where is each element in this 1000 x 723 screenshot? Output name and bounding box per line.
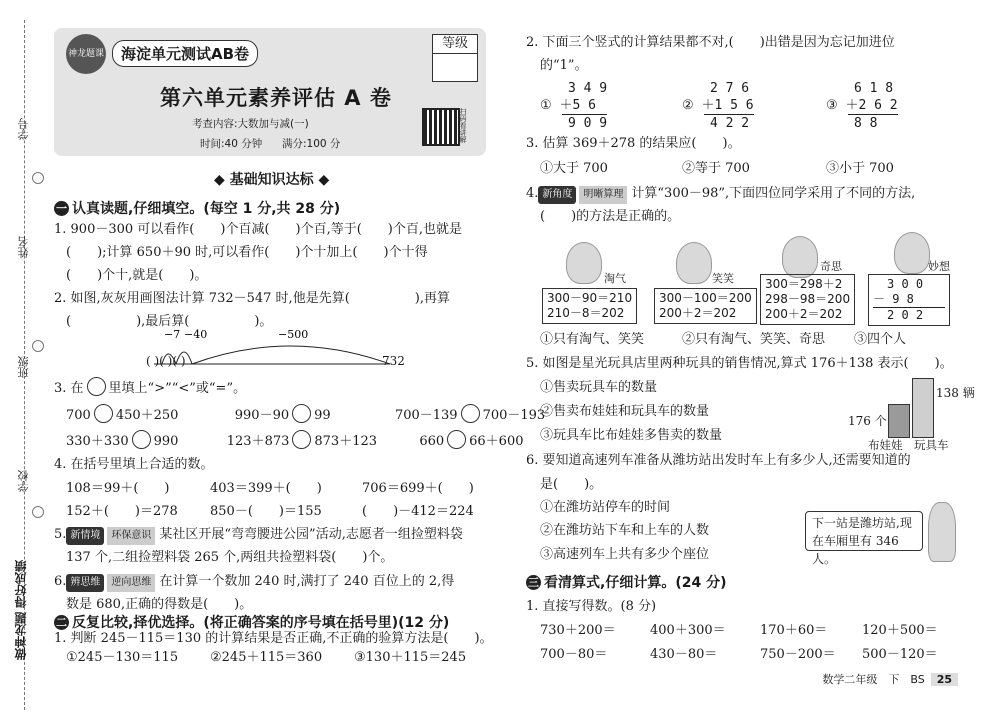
q6-line-1	[54, 573, 454, 592]
kid-avatar	[782, 236, 818, 278]
kid-method-box	[542, 288, 637, 324]
method-line: 3 0 0	[887, 277, 924, 291]
kid-method-box	[760, 274, 855, 325]
q26-option[interactable]: ③高速列车上共有多少个座位	[540, 547, 710, 562]
q4-item: 706＝699＋( )	[362, 481, 474, 496]
name-label: 姓名	[17, 236, 30, 258]
q22-line-2: 的“1”。	[540, 58, 588, 73]
calc-addend-b: ＋2 6 2	[845, 98, 898, 113]
q5-tag: 新情境	[66, 527, 104, 545]
page-number: 25	[931, 673, 958, 686]
bar-cars	[912, 378, 934, 438]
q5-line-2: 137 个,二组捡塑料袋 265 个,两组共捡塑料袋( )个。	[66, 550, 394, 565]
q3-expr: 700	[66, 408, 91, 423]
method-line: 2 0 2	[873, 307, 945, 323]
q3-expr: 873＋123	[314, 434, 378, 449]
q6-number: 6.	[54, 574, 67, 589]
slogan: 做神龙题 得好成绩	[14, 560, 28, 661]
compare-circle-icon	[87, 377, 106, 396]
conductor-figure	[928, 502, 956, 562]
q31-item: 500－120＝	[862, 647, 938, 662]
q25-option[interactable]: ③玩具车比布娃娃多售卖的数量	[540, 428, 723, 443]
kid-name: 妙想	[928, 260, 950, 273]
q25-option[interactable]: ②售卖布娃娃和玩具车的数量	[540, 404, 710, 419]
q1-line-3: ( )个十,就是( )。	[66, 268, 208, 283]
q23-option[interactable]: ①大于 700	[540, 161, 608, 176]
grade-label: 等级	[433, 35, 477, 54]
bar-value-cars: 138 辆	[936, 386, 975, 400]
kid-name: 笑笑	[712, 272, 734, 285]
section-3-heading	[526, 572, 726, 592]
compare-blank[interactable]	[447, 430, 466, 449]
section-2-title: 反复比较,择优选择。(将正确答案的序号填在括号里)(12 分)	[72, 615, 450, 631]
q6-line-2: 数是 680,正确的得数是( )。	[66, 597, 253, 612]
kid-avatar	[894, 232, 930, 274]
q21-option[interactable]: ③130＋115＝245	[354, 650, 467, 665]
q3-title	[54, 377, 246, 398]
exam-time: 时间:40 分钟	[200, 138, 263, 150]
number-line-end: 732	[382, 354, 405, 368]
q5-line-1	[54, 526, 463, 545]
q24-option[interactable]: ①只有淘气、笑笑	[540, 332, 645, 347]
section-2-heading	[54, 612, 449, 632]
q24-tag2: 明晰算理	[579, 186, 627, 204]
q23-option[interactable]: ③小于 700	[826, 161, 894, 176]
calc-addend-a: 3 4 9	[568, 81, 608, 96]
vertical-calc-2	[682, 80, 754, 132]
kid-name: 奇思	[820, 260, 842, 273]
compare-blank[interactable]	[132, 430, 151, 449]
q3-row-1	[66, 404, 545, 425]
q3-expr: 99	[314, 408, 331, 423]
qr-caption: 扫码看讲解	[459, 108, 467, 143]
q23-text: 3. 估算 369＋278 的结果应( )。	[526, 136, 741, 151]
calc-addend-a: 2 7 6	[710, 81, 750, 96]
q22-line-1: 2. 下面三个竖式的计算结果都不对,( )出错是因为忘记加进位	[526, 35, 895, 50]
section-2-number: 二	[56, 616, 67, 629]
calc-addend-b: ＋5 6	[559, 98, 596, 113]
kid-avatar	[566, 242, 602, 284]
q6-tag2: 逆向思维	[107, 574, 155, 592]
q4-item: 403＝399＋( )	[210, 481, 322, 496]
qr-code	[422, 108, 460, 146]
method-line: 300＝298＋2	[765, 277, 843, 291]
q31-item: 170＋60＝	[760, 623, 828, 638]
method-line: 200＋2＝202	[659, 306, 737, 320]
q21-option[interactable]: ②245＋115＝360	[210, 650, 323, 665]
page-footer	[822, 671, 958, 687]
student-id-label: 学号	[17, 118, 30, 140]
kid-avatar	[676, 242, 712, 284]
q23-option[interactable]: ②等于 700	[682, 161, 750, 176]
q5-number: 5.	[54, 527, 67, 542]
class-label: 班级	[17, 356, 30, 378]
q4-item: ( )－412＝224	[362, 504, 474, 519]
section-banner: ◆ 基础知识达标 ◆	[214, 172, 330, 188]
calc-result: 8 8	[848, 114, 898, 132]
method-line: － 9 8	[873, 292, 914, 306]
q24-text: 计算“300－98”,下面四位同学采用了不同的方法,	[631, 186, 916, 201]
q31-item: 430－80＝	[650, 647, 718, 662]
q1-line-2: ( );计算 650＋90 时,可以看作( )个十加上( )个十得	[66, 245, 428, 260]
q5-text: 某社区开展“弯弯腰进公园”活动,志愿者一组捡塑料袋	[159, 527, 463, 542]
calc-addend-a: 6 1 8	[854, 81, 894, 96]
method-line: 200＋2＝202	[765, 307, 843, 321]
bar-value-dolls: 176 个	[848, 414, 887, 428]
q21-text: 1. 判断 245－115＝130 的计算结果是否正确,不正确的验算方法是( )。	[54, 631, 493, 646]
section-1-title: 认真读题,仔细填空。(每空 1 分,共 28 分)	[72, 201, 341, 217]
compare-blank[interactable]	[94, 404, 113, 423]
method-line: 210－8＝202	[547, 306, 625, 320]
vertical-calc-1	[540, 80, 607, 132]
q3-expr: 990－90	[234, 408, 290, 423]
q26-line-2: 是( )。	[540, 477, 603, 492]
section-1-heading	[54, 198, 340, 218]
q4-item: 850－( )＝155	[210, 504, 322, 519]
q6-tag: 辨思维	[66, 574, 104, 592]
bar-category: 布娃娃	[868, 438, 903, 452]
q3-expr: 66＋600	[469, 434, 524, 449]
calc-result: 4 2 2	[704, 114, 754, 132]
q6-text: 在计算一个数加 240 时,满打了 240 百位上的 2,得	[159, 574, 455, 589]
grade-box	[432, 34, 478, 82]
binding-sidebar	[0, 0, 48, 723]
q24-tag: 新角度	[538, 186, 576, 204]
section-3-title: 看清算式,仔细计算。(24 分)	[544, 575, 727, 591]
school-label: 学校	[17, 470, 30, 492]
series-brand: 海淀单元测试AB卷	[112, 40, 258, 67]
method-line: 300－90＝210	[547, 291, 633, 305]
jump-label-7: −7	[164, 328, 181, 341]
q4-item: 152＋( )＝278	[66, 504, 178, 519]
q24-option[interactable]: ②只有淘气、笑笑、奇思	[682, 332, 826, 347]
q25-option[interactable]: ①售卖玩具车的数量	[540, 380, 658, 395]
kid-name: 淘气	[604, 272, 626, 285]
calc-index: ①	[540, 98, 552, 113]
vertical-calc-3	[826, 80, 898, 132]
calc-addend-b: ＋1 5 6	[701, 98, 754, 113]
q3-title-b: 里填上“>”“<”或“=”。	[108, 381, 247, 396]
footer-subject: 数学二年级 下 BS	[822, 673, 925, 686]
exam-scope: 考查内容:大数加与减(一)	[192, 118, 309, 130]
q3-expr: 330＋330	[66, 434, 129, 449]
exam-score: 满分:100 分	[282, 138, 341, 150]
q3-expr: 700－139	[394, 408, 458, 423]
q31-item: 120＋500＝	[862, 623, 938, 638]
jump-label-500: −500	[278, 328, 309, 341]
method-line: 300－100＝200	[659, 291, 752, 305]
q24-line-1	[526, 185, 915, 204]
section-banner-text: 基础知识达标	[229, 172, 314, 188]
speech-bubble: 下一站是潍坊站,现在车厢里有 346 人。	[805, 511, 923, 551]
q26-option[interactable]: ②在潍坊站下车和上车的人数	[540, 523, 710, 538]
calc-index: ②	[682, 98, 694, 113]
kid-method-box	[654, 288, 757, 324]
compare-blank[interactable]	[461, 404, 480, 423]
q4-item: 108＝99＋( )	[66, 481, 170, 496]
section-1-number: 一	[56, 202, 67, 215]
compare-blank[interactable]	[292, 404, 311, 423]
q31-item: 700－80＝	[540, 647, 608, 662]
q3-row-2	[66, 430, 524, 451]
binding-hole	[32, 340, 44, 352]
publisher-logo: 神龙题课	[66, 34, 106, 74]
jump-label-40: −40	[184, 328, 208, 341]
q1-line-1: 1. 900－300 可以看作( )个百减( )个百,等于( )个百,也就是	[54, 222, 462, 237]
compare-blank[interactable]	[292, 430, 311, 449]
q2-line-2: ( ),最后算( )。	[66, 314, 273, 329]
calc-result: 9 0 9	[562, 114, 607, 132]
kid-method-box	[868, 274, 950, 326]
section-3-number: 三	[528, 576, 539, 589]
binding-hole	[32, 506, 44, 518]
q25-text: 5. 如图是星光玩具店里两种玩具的销售情况,算式 176＋138 表示( )。	[526, 356, 953, 371]
q21-option[interactable]: ①245－130＝115	[66, 650, 179, 665]
q24-option[interactable]: ③四个人	[854, 332, 907, 347]
q24-number: 4.	[526, 186, 539, 201]
q24-line-2: ( )的方法是正确的。	[540, 209, 681, 224]
q26-option[interactable]: ①在潍坊站停车的时间	[540, 500, 671, 515]
q31-title: 1. 直接写得数。(8 分)	[526, 599, 657, 614]
q3-expr: 990	[153, 434, 179, 449]
q3-expr: 450＋250	[115, 408, 179, 423]
q3-expr: 700－193	[482, 408, 546, 423]
method-line: 298－98＝200	[765, 292, 851, 306]
q2-line-1: 2. 如图,灰灰用画图法计算 732－547 时,他是先算( ),再算	[54, 291, 450, 306]
q3-title-a: 3. 在	[54, 381, 84, 396]
q3-expr: 123＋873	[226, 434, 290, 449]
bar-dolls	[888, 404, 910, 438]
q3-expr: 660	[419, 434, 445, 449]
binding-hole	[32, 172, 44, 184]
number-line-blanks: ( )( )( )	[146, 354, 186, 368]
bar-category: 玩具车	[914, 438, 949, 452]
q31-item: 750－200＝	[760, 647, 836, 662]
q4-title: 4. 在括号里填上合适的数。	[54, 457, 214, 472]
q26-line-1: 6. 要知道高速列车准备从潍坊站出发时车上有多少人,还需要知道的	[526, 453, 911, 468]
q5-tag2: 环保意识	[107, 527, 155, 545]
calc-index: ③	[826, 98, 838, 113]
q31-item: 400＋300＝	[650, 623, 726, 638]
q31-item: 730＋200＝	[540, 623, 616, 638]
page-title: 第六单元素养评估 A 卷	[160, 86, 392, 110]
